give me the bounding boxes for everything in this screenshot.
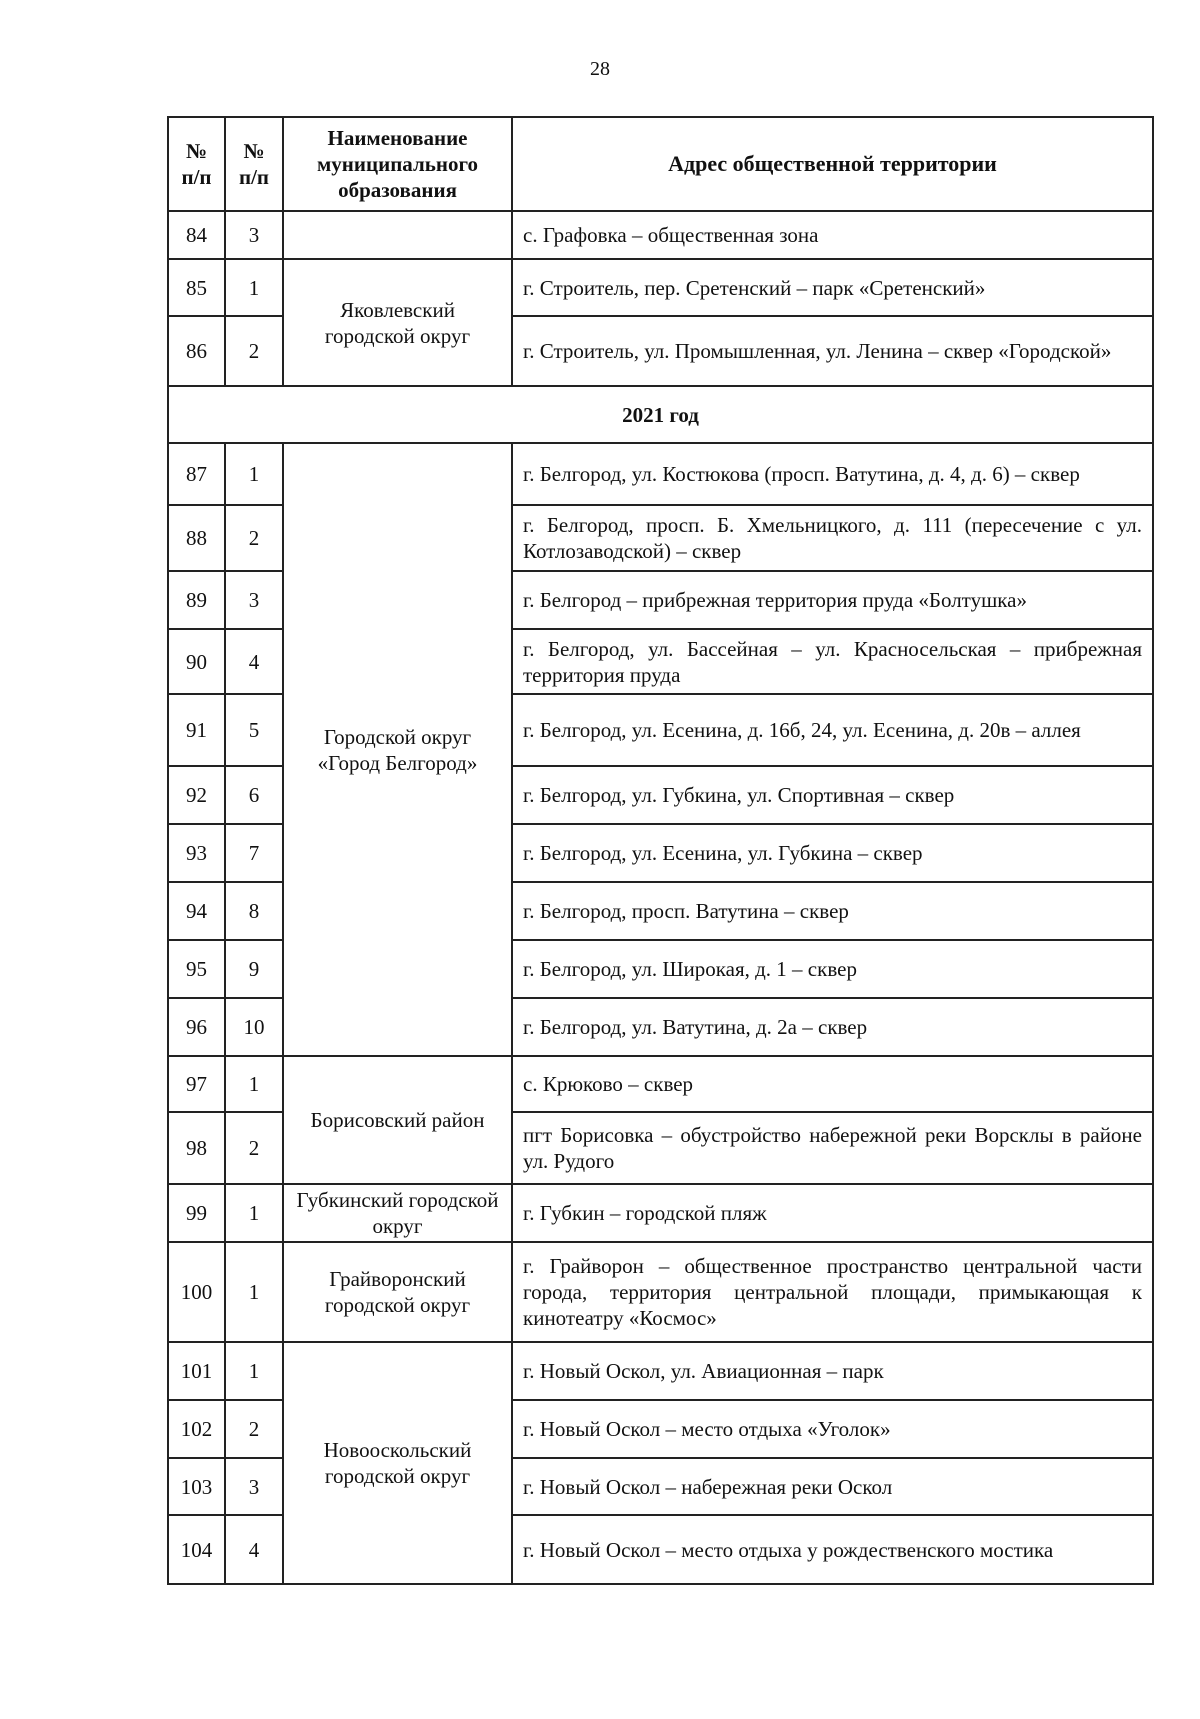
- address-cell: г. Белгород, ул. Ватутина, д. 2а – сквер: [512, 998, 1153, 1056]
- row-number: 93: [168, 824, 225, 882]
- row-number: 99: [168, 1184, 225, 1242]
- row-number: 94: [168, 882, 225, 940]
- row-sub-number: 8: [225, 882, 283, 940]
- address-cell: г. Новый Оскол – набережная реки Оскол: [512, 1458, 1153, 1515]
- address-cell: г. Новый Оскол – место отдыха у рождественского мостика: [512, 1515, 1153, 1584]
- municipality-cell: Новооскольский городской округ: [283, 1342, 512, 1584]
- address-cell: г. Белгород, ул. Костюкова (просп. Ватутина, д. 4, д. 6) – сквер: [512, 443, 1153, 505]
- row-number: 101: [168, 1342, 225, 1400]
- municipality-cell: Губкинский городской округ: [283, 1184, 512, 1242]
- table-row: [168, 211, 1153, 259]
- row-sub-number: 1: [225, 259, 283, 316]
- row-sub-number: 4: [225, 629, 283, 694]
- row-number: 85: [168, 259, 225, 316]
- row-number: 104: [168, 1515, 225, 1584]
- row-number: 102: [168, 1400, 225, 1458]
- row-number: 88: [168, 505, 225, 571]
- row-sub-number: 6: [225, 766, 283, 824]
- year-row: [168, 386, 1153, 443]
- row-sub-number: 1: [225, 443, 283, 505]
- row-sub-number: 2: [225, 1400, 283, 1458]
- table-row: [168, 259, 1153, 316]
- header-address: Адрес общественной территории: [512, 117, 1153, 211]
- row-sub-number: 2: [225, 505, 283, 571]
- row-number: 89: [168, 571, 225, 629]
- row-sub-number: 9: [225, 940, 283, 998]
- address-cell: г. Белгород, ул. Есенина, д. 16б, 24, ул. Есенина, д. 20в – аллея: [512, 694, 1153, 766]
- row-sub-number: 2: [225, 316, 283, 386]
- table-row: [168, 1242, 1153, 1342]
- header-number: № п/п: [168, 117, 225, 211]
- municipality-cell: Борисовский район: [283, 1056, 512, 1184]
- address-cell: г. Белгород, ул. Есенина, ул. Губкина – сквер: [512, 824, 1153, 882]
- row-number: 96: [168, 998, 225, 1056]
- row-sub-number: 1: [225, 1184, 283, 1242]
- address-cell: г. Белгород, ул. Широкая, д. 1 – сквер: [512, 940, 1153, 998]
- address-cell: г. Грайворон – общественное пространство центральной части города, территория центральной площади, примыкающая к кинотеатру «Космос»: [512, 1242, 1153, 1342]
- territories-table: [167, 116, 1154, 1585]
- address-cell: г. Белгород, просп. Ватутина – сквер: [512, 882, 1153, 940]
- address-cell: г. Белгород – прибрежная территория пруда «Болтушка»: [512, 571, 1153, 629]
- row-number: 87: [168, 443, 225, 505]
- address-cell: г. Белгород, просп. Б. Хмельницкого, д. 111 (пересечение с ул. Котлозаводской) – сквер: [512, 505, 1153, 571]
- row-sub-number: 4: [225, 1515, 283, 1584]
- row-number: 95: [168, 940, 225, 998]
- address-cell: г. Белгород, ул. Губкина, ул. Спортивная – сквер: [512, 766, 1153, 824]
- year-heading: 2021 год: [168, 386, 1153, 443]
- header-municipality: Наименование муниципального образования: [283, 117, 512, 211]
- row-number: 84: [168, 211, 225, 259]
- municipality-cell: Яковлевский городской округ: [283, 259, 512, 386]
- municipality-cell: Грайворонский городской округ: [283, 1242, 512, 1342]
- table-row: [168, 1056, 1153, 1112]
- row-sub-number: 1: [225, 1242, 283, 1342]
- row-number: 100: [168, 1242, 225, 1342]
- page-number: 28: [590, 58, 610, 80]
- row-sub-number: 10: [225, 998, 283, 1056]
- address-cell: с. Крюково – сквер: [512, 1056, 1153, 1112]
- table-header-row: [168, 117, 1153, 211]
- row-number: 92: [168, 766, 225, 824]
- row-sub-number: 3: [225, 211, 283, 259]
- address-cell: г. Губкин – городской пляж: [512, 1184, 1153, 1242]
- municipality-cell: Городской округ «Город Белгород»: [283, 443, 512, 1056]
- row-sub-number: 2: [225, 1112, 283, 1184]
- row-sub-number: 3: [225, 1458, 283, 1515]
- row-number: 86: [168, 316, 225, 386]
- table-row: [168, 443, 1153, 505]
- row-number: 91: [168, 694, 225, 766]
- row-sub-number: 1: [225, 1056, 283, 1112]
- address-cell: пгт Борисовка – обустройство набережной реки Ворсклы в районе ул. Рудого: [512, 1112, 1153, 1184]
- address-cell: с. Графовка – общественная зона: [512, 211, 1153, 259]
- address-cell: г. Новый Оскол, ул. Авиационная – парк: [512, 1342, 1153, 1400]
- address-cell: г. Новый Оскол – место отдыха «Уголок»: [512, 1400, 1153, 1458]
- row-sub-number: 7: [225, 824, 283, 882]
- municipality-cell-empty: [283, 211, 512, 259]
- row-number: 98: [168, 1112, 225, 1184]
- header-sub-number: № п/п: [225, 117, 283, 211]
- address-cell: г. Строитель, ул. Промышленная, ул. Ленина – сквер «Городской»: [512, 316, 1153, 386]
- row-number: 97: [168, 1056, 225, 1112]
- row-number: 90: [168, 629, 225, 694]
- table-row: [168, 1184, 1153, 1242]
- address-cell: г. Строитель, пер. Сретенский – парк «Сретенский»: [512, 259, 1153, 316]
- row-sub-number: 3: [225, 571, 283, 629]
- row-sub-number: 5: [225, 694, 283, 766]
- row-sub-number: 1: [225, 1342, 283, 1400]
- table-row: [168, 1342, 1153, 1400]
- address-cell: г. Белгород, ул. Бассейная – ул. Красносельская – прибрежная территория пруда: [512, 629, 1153, 694]
- row-number: 103: [168, 1458, 225, 1515]
